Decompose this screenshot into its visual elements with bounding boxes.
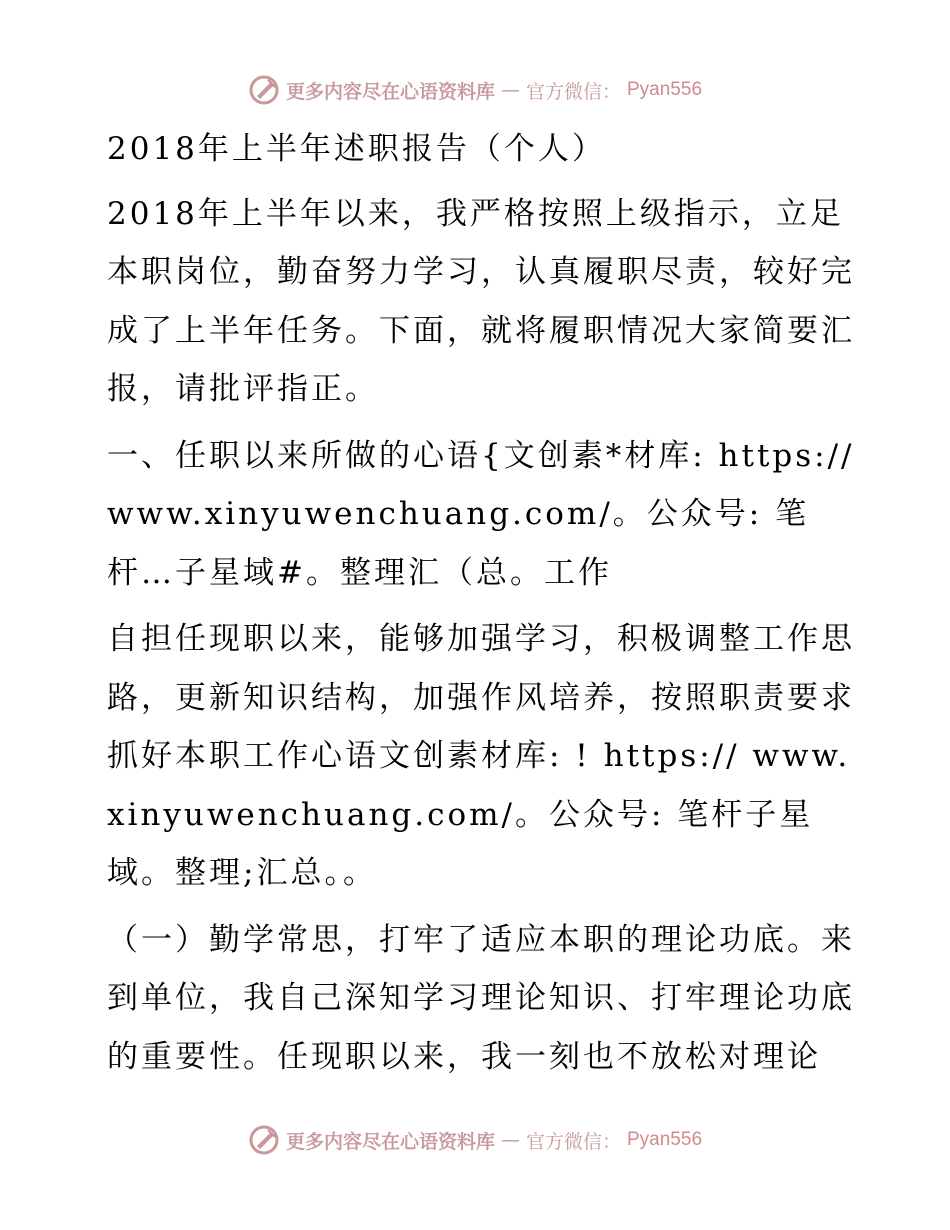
banner-wechat-id: Pyan556 bbox=[627, 1129, 703, 1150]
paragraph-section-one: 一、任职以来所做的心语{文创素*材库: https://www.xinyuwenchuang.com/。公众号: 笔杆…子星域#。整理汇（总。工作 bbox=[107, 437, 855, 591]
banner-wechat-label: 官方微信： bbox=[525, 80, 621, 103]
banner-wechat-label: 官方微信： bbox=[525, 1130, 621, 1153]
document-body bbox=[97, 120, 857, 1086]
banner-text: 更多内容尽在心语资料库 bbox=[285, 80, 495, 103]
banner-separator: — bbox=[500, 79, 520, 101]
banner-wechat-id: Pyan556 bbox=[627, 79, 703, 100]
header-banner bbox=[0, 70, 950, 110]
footer-banner bbox=[0, 1120, 950, 1160]
paragraph-intro: 2018年上半年以来，我严格按照上级指示，立足本职岗位，勤奋努力学习，认真履职尽责，较好完成了上半年任务。下面，就将履职情况大家简要汇报，请批评指正。 bbox=[107, 195, 855, 407]
logo-icon bbox=[248, 1124, 280, 1156]
document-title: 2018年上半年述职报告（个人） bbox=[107, 131, 606, 167]
logo-icon bbox=[248, 74, 280, 106]
paragraph-duties: 自担任现职以来，能够加强学习，积极调整工作思路，更新知识结构，加强作风培养，按照职责要求抓好本职工作心语文创素材库: ! https:// www.xinyuwenchuang.com/。公众号: 笔杆子星域。整理;汇总。。 bbox=[107, 621, 855, 891]
banner-separator: — bbox=[500, 1129, 520, 1151]
banner-text: 更多内容尽在心语资料库 bbox=[285, 1130, 495, 1153]
paragraph-study: （一）勤学常思，打牢了适应本职的理论功底。来到单位，我自己深知学习理论知识、打牢理论功底的重要性。任现职以来，我一刻也不放松对理论 bbox=[107, 921, 855, 1075]
